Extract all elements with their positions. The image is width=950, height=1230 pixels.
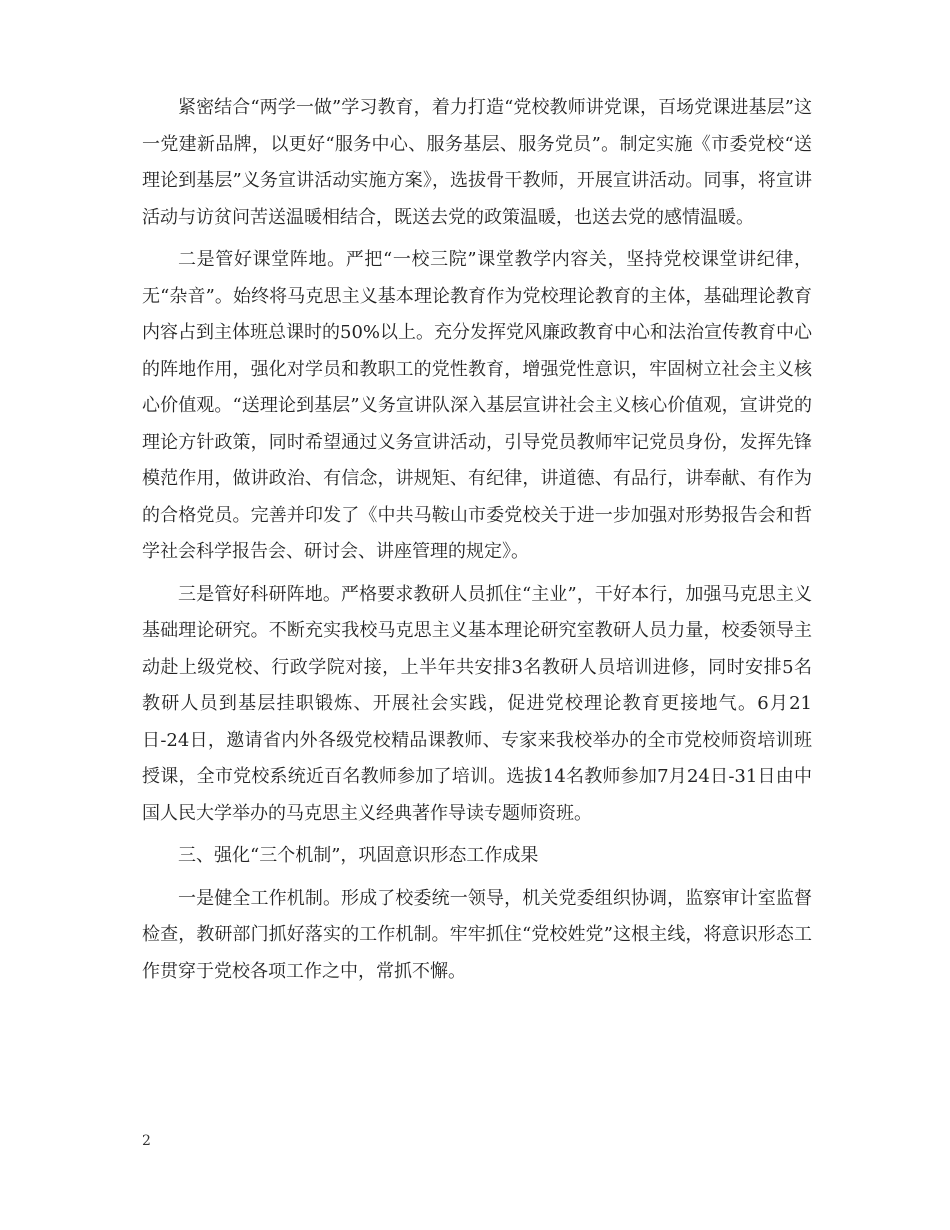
paragraph-2: 二是管好课堂阵地。严把“一校三院”课堂教学内容关，坚持党校课堂讲纪律，无“杂音”。始终将马克思主义基本理论教育作为党校理论教育的主体，基础理论教育内容占到主体班总课时的50%以上。充分发挥党风廉政教育中心和法治宣传教育中心的阵地作用，强化对学员和教职工的党性教育，增强党性意识，牢固树立社会主义核心价值观。“送理论到基层”义务宣讲队深入基层宣讲社会主义核心价值观，宣讲党的理论方针政策，同时希望通过义务宣讲活动，引导党员教师牢记党员身份，发挥先锋模范作用，做讲政治、有信念，讲规矩、有纪律，讲道德、有品行，讲奉献、有作为的合格党员。完善并印发了《中共马鞍山市委党校关于进一步加强对形势报告会和哲学社会科学报告会、研讨会、讲座管理的规定》。 (142, 249, 813, 562)
paragraph-4: 一是健全工作机制。形成了校委统一领导，机关党委组织协调，监察审计室监督检查，教研部门抓好落实的工作机制。牢牢抓住“党校姓党”这根主线，将意识形态工作贯穿于党校各项工作之中，常抓不懈。 (142, 887, 812, 982)
section-heading: 三、强化“三个机制”，巩固意识形态工作成果 (178, 845, 539, 866)
paragraph-3: 三是管好科研阵地。严格要求教研人员抓住“主业”，干好本行，加强马克思主义基础理论研究。不断充实我校马克思主义基本理论研究室教研人员力量，校委领导主动赴上级党校、行政学院对接，上半年共安排3名教研人员培训进修，同时安排5名教研人员到基层挂职锻炼、开展社会实践，促进党校理论教育更接地气。6月21日-24日，邀请省内外各级党校精品课教师、专家来我校举办的全市党校师资培训班授课，全市党校系统近百名教师参加了培训。选拔14名教师参加7月24日-31日由中国人民大学举办的马克思主义经典著作导读专题师资班。 (142, 583, 812, 824)
document-body (142, 90, 812, 996)
page-number: 2 (142, 1133, 151, 1149)
paragraph-1: 紧密结合“两学一做”学习教育，着力打造“党校教师讲党课，百场党课进基层”这一党建新品牌，以更好“服务中心、服务基层、服务党员”。制定实施《市委党校“送理论到基层”义务宣讲活动实施方案》，选拔骨干教师，开展宣讲活动。同事，将宣讲活动与访贫问苦送温暖相结合，既送去党的政策温暖，也送去党的感情温暖。 (142, 97, 812, 228)
